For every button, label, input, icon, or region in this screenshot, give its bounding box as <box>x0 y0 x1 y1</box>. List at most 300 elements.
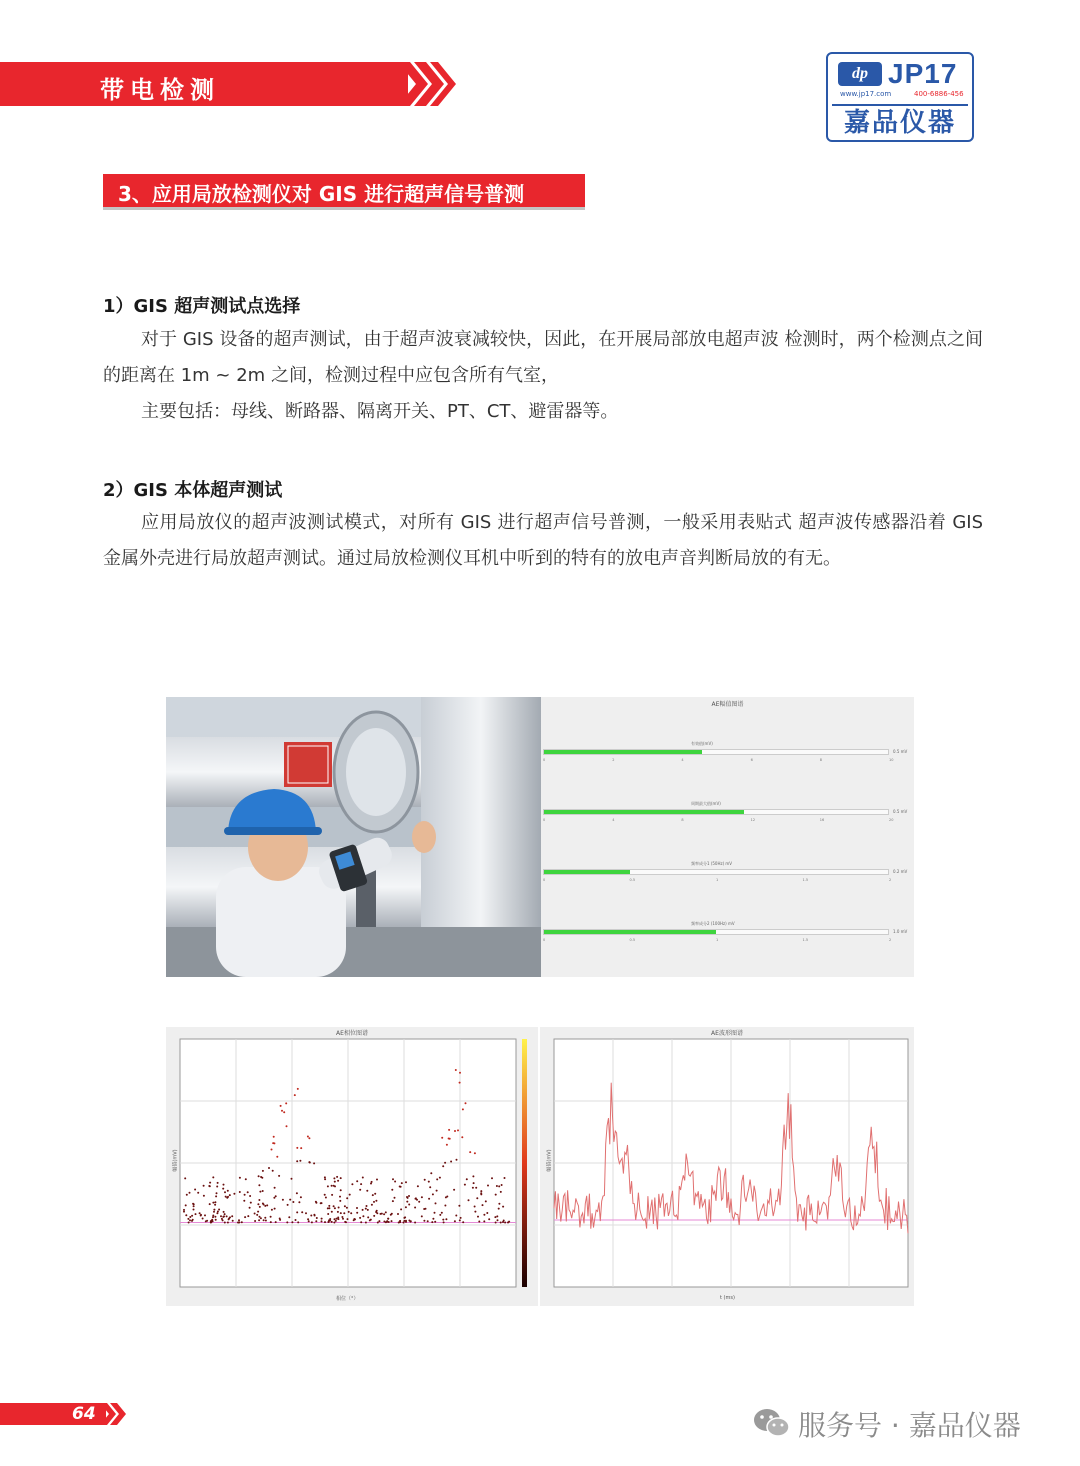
scatter-point <box>186 1194 188 1196</box>
scatter-point <box>346 1207 348 1209</box>
scatter-point <box>482 1204 484 1206</box>
scatter-point <box>250 1202 252 1204</box>
scatter-point <box>494 1216 496 1218</box>
company-logo <box>826 52 974 142</box>
scatter-point <box>254 1213 256 1215</box>
scatter-point <box>498 1185 500 1187</box>
amplitude-bar-label: 频率成分2 (100Hz) mV <box>691 921 735 926</box>
scatter-point <box>445 1218 447 1220</box>
scatter-point <box>349 1194 351 1196</box>
scatter-point <box>392 1200 394 1202</box>
scatter-point <box>203 1185 205 1187</box>
scatter-point <box>305 1212 307 1214</box>
scatter-point <box>404 1216 406 1218</box>
scatter-point <box>454 1220 456 1222</box>
scatter-point <box>187 1218 189 1220</box>
scatter-point <box>421 1215 423 1217</box>
scatter-point <box>274 1208 276 1210</box>
logo-name-cn: 嘉品仪器 <box>832 104 968 138</box>
scatter-point <box>295 1219 297 1221</box>
scatter-point <box>356 1180 358 1182</box>
scatter-point <box>280 1105 282 1107</box>
scatter-point <box>429 1186 431 1188</box>
scatter-point <box>285 1102 287 1104</box>
page-chevrons-icon <box>100 1403 134 1425</box>
scatter-point <box>425 1208 427 1210</box>
scatter-point <box>224 1191 226 1193</box>
scatter-point <box>403 1222 405 1224</box>
scatter-point <box>185 1214 187 1216</box>
scatter-point <box>257 1203 259 1205</box>
scatter-point <box>428 1198 430 1200</box>
scatter-point <box>488 1218 490 1220</box>
scatter-point <box>333 1222 335 1224</box>
scatter-point <box>324 1178 326 1180</box>
wechat-icon <box>752 1406 792 1440</box>
scatter-point <box>346 1197 348 1199</box>
scatter-point <box>238 1219 240 1221</box>
scatter-point <box>324 1194 326 1196</box>
scatter-point <box>495 1194 497 1196</box>
scatter-point <box>465 1102 467 1104</box>
scatter-point <box>260 1217 262 1219</box>
scatter-point <box>216 1212 218 1214</box>
scatter-point <box>496 1185 498 1187</box>
scatter-point <box>416 1199 418 1201</box>
scatter-point <box>353 1219 355 1221</box>
scatter-point <box>222 1219 224 1221</box>
scatter-point <box>331 1194 333 1196</box>
scatter-point <box>264 1205 266 1207</box>
page-number: 64 <box>72 1404 96 1424</box>
scatter-point <box>377 1222 379 1224</box>
scatter-point <box>247 1191 249 1193</box>
ae-phase-chart <box>166 1027 538 1306</box>
scatter-point <box>212 1220 214 1222</box>
scatter-point <box>262 1203 264 1205</box>
amplitude-bar-tick: 16 <box>819 818 825 822</box>
amplitude-bar-fill <box>544 750 702 754</box>
scatter-point <box>224 1213 226 1215</box>
scatter-point <box>497 1219 499 1221</box>
scatter-point <box>209 1203 211 1205</box>
amplitude-bar-fill <box>544 930 716 934</box>
scatter-point <box>478 1221 480 1223</box>
amplitude-bar-tick: 0 <box>543 818 546 822</box>
scatter-point <box>324 1176 326 1178</box>
scatter-point <box>405 1181 407 1183</box>
scatter-point <box>344 1221 346 1223</box>
scatter-point <box>339 1196 341 1198</box>
amplitude-bar-tick: 0 <box>543 758 546 762</box>
scatter-point <box>225 1196 227 1198</box>
scatter-point <box>435 1202 437 1204</box>
scatter-point <box>331 1211 333 1213</box>
scatter-point <box>348 1211 350 1213</box>
scatter-point <box>275 1221 277 1223</box>
scatter-point <box>394 1181 396 1183</box>
scatter-point <box>270 1221 272 1223</box>
scatter-point <box>439 1177 441 1179</box>
scatter-point <box>227 1190 229 1192</box>
scatter-point <box>203 1195 205 1197</box>
scatter-point <box>265 1220 267 1222</box>
scatter-point <box>448 1129 450 1131</box>
scatter-title: AE相位图谱 <box>336 1030 368 1037</box>
scatter-point <box>477 1216 479 1218</box>
scatter-ylabel: 幅值(mV) <box>172 1149 179 1172</box>
scatter-point <box>462 1221 464 1223</box>
amplitude-bar-tick: 10 <box>889 758 894 762</box>
scatter-point <box>373 1215 375 1217</box>
scatter-point <box>233 1193 235 1195</box>
scatter-point <box>307 1218 309 1220</box>
scatter-point <box>434 1212 436 1214</box>
scatter-point <box>394 1197 396 1199</box>
amplitude-bar-tick: 1.5 <box>802 878 809 882</box>
scatter-point <box>480 1190 482 1192</box>
scatter-point <box>308 1161 310 1163</box>
header-chevrons-icon <box>398 62 458 106</box>
scatter-point <box>444 1205 446 1207</box>
amplitude-bar-row <box>541 921 914 947</box>
scatter-point <box>262 1170 264 1172</box>
amplitude-bar-tick: 0.5 <box>629 938 636 942</box>
scatter-point <box>485 1200 487 1202</box>
scatter-point <box>300 1147 302 1149</box>
scatter-point <box>397 1213 399 1215</box>
amplitude-bar-unit: 0.5 mV <box>893 809 908 814</box>
scatter-point <box>324 1221 326 1223</box>
scatter-point <box>258 1219 260 1221</box>
scatter-point <box>268 1167 270 1169</box>
scatter-point <box>192 1203 194 1205</box>
scatter-point <box>459 1072 461 1074</box>
amplitude-bar-unit: 1.0 mV <box>893 929 908 934</box>
scatter-point <box>239 1177 241 1179</box>
scatter-point <box>222 1188 224 1190</box>
scatter-point <box>498 1208 500 1210</box>
scatter-point <box>439 1214 441 1216</box>
scatter-point <box>475 1187 477 1189</box>
scatter-point <box>273 1197 275 1199</box>
scatter-point <box>359 1189 361 1191</box>
scatter-point <box>496 1215 498 1217</box>
scatter-point <box>254 1220 256 1222</box>
scatter-point <box>362 1209 364 1211</box>
scatter-point <box>367 1216 369 1218</box>
scatter-point <box>469 1151 471 1153</box>
scatter-point <box>458 1205 460 1207</box>
scatter-point <box>232 1220 234 1222</box>
paragraph-test-point: 对于 GIS 设备的超声测试，由于超声波衰减较快，因此，在开展局部放电超声波 检测时，两个检测点之间的距离在 1m ~ 2m 之间，检测过程中应包含所有气室， <box>103 329 983 386</box>
scatter-point <box>217 1211 219 1213</box>
scatter-point <box>191 1215 193 1217</box>
scatter-point <box>367 1209 369 1211</box>
scatter-point <box>315 1220 317 1222</box>
scatter-point <box>273 1136 275 1138</box>
scatter-point <box>399 1221 401 1223</box>
scatter-point <box>333 1177 335 1179</box>
scatter-point <box>337 1217 339 1219</box>
scatter-point <box>272 1170 274 1172</box>
scatter-point <box>259 1206 261 1208</box>
scatter-point <box>283 1111 285 1113</box>
scatter-point <box>373 1201 375 1203</box>
scatter-point <box>188 1222 190 1224</box>
amplitude-bar-tick: 0 <box>543 938 546 942</box>
scatter-point <box>408 1195 410 1197</box>
scatter-point <box>249 1195 251 1197</box>
section-title: 3、应用局放检测仪对 GIS 进行超声信号普测 <box>118 182 525 206</box>
scatter-point <box>223 1184 225 1186</box>
scatter-point <box>459 1082 461 1084</box>
scatter-point <box>216 1186 218 1188</box>
scatter-point <box>480 1192 482 1194</box>
scatter-point <box>334 1181 336 1183</box>
scatter-point <box>238 1222 240 1224</box>
scatter-point <box>313 1162 315 1164</box>
scatter-point <box>503 1220 505 1222</box>
scatter-point <box>337 1180 339 1182</box>
scatter-point <box>258 1184 260 1186</box>
scatter-point <box>215 1219 217 1221</box>
scatter-point <box>226 1197 228 1199</box>
scatter-point <box>387 1218 389 1220</box>
scatter-point <box>466 1178 468 1180</box>
scatter-point <box>495 1222 497 1224</box>
ae-waveform-chart <box>540 1027 914 1306</box>
scatter-point <box>245 1178 247 1180</box>
scatter-point <box>257 1211 259 1213</box>
scatter-point <box>316 1217 318 1219</box>
scatter-point <box>446 1144 448 1146</box>
scatter-point <box>321 1218 323 1220</box>
amplitude-bar-unit: 0.2 mV <box>893 869 908 874</box>
amplitude-bar-tick: 8 <box>681 818 684 822</box>
scatter-point <box>400 1208 402 1210</box>
scatter-point <box>362 1215 364 1217</box>
scatter-point <box>371 1181 373 1183</box>
scatter-point <box>405 1221 407 1223</box>
scatter-point <box>347 1218 349 1220</box>
scatter-point <box>264 1217 266 1219</box>
scatter-point <box>462 1108 464 1110</box>
scatter-point <box>276 1156 278 1158</box>
scatter-point <box>301 1211 303 1213</box>
field-test-photo <box>166 697 541 977</box>
scatter-point <box>448 1138 450 1140</box>
scatter-point <box>217 1182 219 1184</box>
scatter-point <box>311 1221 313 1223</box>
scatter-point <box>286 1125 288 1127</box>
scatter-point <box>362 1177 364 1179</box>
amplitude-bar-label: 有效值(mV) <box>691 741 713 746</box>
scatter-point <box>272 1142 274 1144</box>
scatter-point <box>374 1193 376 1195</box>
scatter-point <box>193 1205 195 1207</box>
scatter-point <box>270 1216 272 1218</box>
scatter-point <box>423 1220 425 1222</box>
amplitude-bar-tick: 0 <box>543 878 546 882</box>
scatter-point <box>228 1218 230 1220</box>
scatter-point <box>500 1222 502 1224</box>
scatter-point <box>456 1159 458 1161</box>
amplitude-bar-fill <box>544 810 744 814</box>
scatter-point <box>417 1185 419 1187</box>
scatter-point <box>500 1191 502 1193</box>
header-title: 带电检测 <box>100 76 220 104</box>
scatter-point <box>287 1204 289 1206</box>
scatter-point <box>476 1197 478 1199</box>
scatter-point <box>441 1212 443 1214</box>
amplitude-bar-tick: 1.5 <box>802 938 809 942</box>
scatter-point <box>442 1165 444 1167</box>
scatter-point <box>274 1187 276 1189</box>
scatter-point <box>333 1205 335 1207</box>
scatter-point <box>464 1184 466 1186</box>
scatter-point <box>459 1219 461 1221</box>
scatter-point <box>208 1185 210 1187</box>
scatter-point <box>460 1217 462 1219</box>
scatter-point <box>327 1207 329 1209</box>
scatter-point <box>214 1201 216 1203</box>
scatter-point <box>431 1221 433 1223</box>
scatter-point <box>418 1201 420 1203</box>
scatter-point <box>410 1221 412 1223</box>
scatter-point <box>197 1192 199 1194</box>
scatter-point <box>507 1222 509 1224</box>
scatter-point <box>428 1181 430 1183</box>
scatter-point <box>441 1137 443 1139</box>
scatter-point <box>215 1195 217 1197</box>
scatter-point <box>430 1172 432 1174</box>
scatter-point <box>405 1206 407 1208</box>
scatter-point <box>331 1185 333 1187</box>
scatter-point <box>328 1205 330 1207</box>
scatter-point <box>336 1176 338 1178</box>
scatter-point <box>184 1177 186 1179</box>
scatter-point <box>223 1211 225 1213</box>
scatter-point <box>340 1212 342 1214</box>
scatter-point <box>204 1214 206 1216</box>
scatter-point <box>442 1219 444 1221</box>
amplitude-bar-tick: 2 <box>612 758 615 762</box>
scatter-point <box>445 1196 447 1198</box>
scatter-point <box>498 1203 500 1205</box>
scatter-point <box>262 1190 264 1192</box>
scatter-point <box>213 1211 215 1213</box>
scatter-point <box>443 1221 445 1223</box>
scatter-point <box>336 1218 338 1220</box>
amplitude-bar-tick: 8 <box>819 758 823 762</box>
scatter-point <box>391 1220 393 1222</box>
bars-title: AE幅值图谱 <box>711 701 744 708</box>
scatter-point <box>212 1176 214 1178</box>
scatter-point <box>307 1136 309 1138</box>
scatter-point <box>278 1175 280 1177</box>
scatter-point <box>189 1216 191 1218</box>
scatter-point <box>239 1191 241 1193</box>
logo-phone: 400-6886-456 <box>914 90 964 98</box>
scatter-point <box>378 1220 380 1222</box>
subheading-body-test: 2）GIS 本体超声测试 <box>103 480 283 501</box>
scatter-point <box>286 1221 288 1223</box>
scatter-point <box>408 1204 410 1206</box>
scatter-point <box>320 1202 322 1204</box>
scatter-point <box>296 1160 298 1162</box>
scatter-point <box>473 1182 475 1184</box>
scatter-point <box>291 1221 293 1223</box>
amplitude-bar-unit: 0.5 mV <box>893 749 908 754</box>
wave-ylabel: 幅值(mV) <box>546 1149 553 1172</box>
scatter-point <box>383 1213 385 1215</box>
scatter-xlabel: 相位（°） <box>336 1296 359 1302</box>
scatter-point <box>406 1201 408 1203</box>
scatter-point <box>258 1175 260 1177</box>
scatter-point <box>474 1211 476 1213</box>
amplitude-bar-tick: 1 <box>716 938 719 942</box>
scatter-point <box>243 1200 245 1202</box>
scatter-point <box>212 1215 214 1217</box>
scatter-point <box>340 1189 342 1191</box>
amplitude-bar-tick: 20 <box>889 818 894 822</box>
scatter-point <box>247 1215 249 1217</box>
scatter-point <box>258 1199 260 1201</box>
scatter-point <box>260 1176 262 1178</box>
scatter-point <box>504 1177 506 1179</box>
scatter-point <box>366 1205 368 1207</box>
ae-amplitude-chart <box>541 697 914 977</box>
scatter-point <box>380 1213 382 1215</box>
scatter-point <box>491 1177 493 1179</box>
scatter-point <box>414 1207 416 1209</box>
scatter-point <box>328 1219 330 1221</box>
scatter-point <box>334 1218 336 1220</box>
scatter-point <box>205 1220 207 1222</box>
scatter-point <box>472 1187 474 1189</box>
scatter-point <box>281 1110 283 1112</box>
amplitude-bar-track <box>543 929 889 935</box>
scatter-point <box>227 1222 229 1224</box>
scatter-point <box>189 1219 191 1221</box>
scatter-point <box>483 1214 485 1216</box>
scatter-point <box>356 1207 358 1209</box>
scatter-point <box>249 1207 251 1209</box>
scatter-point <box>271 1149 273 1151</box>
scatter-point <box>275 1195 277 1197</box>
paragraph-body-test: 应用局放仪的超声波测试模式，对所有 GIS 进行超声信号普测，一般采用表贴式 超声波传感器沿着 GIS 金属外壳进行局放超声测试。通过局放检测仪耳机中听到的特有的放电声音判断局放的有无。 <box>103 512 983 569</box>
scatter-point <box>474 1206 476 1208</box>
logo-brand: JP17 <box>888 58 958 89</box>
scatter-point <box>375 1200 377 1202</box>
scatter-point <box>372 1194 374 1196</box>
scatter-point <box>226 1215 228 1217</box>
amplitude-bar-track <box>543 809 889 815</box>
scatter-point <box>282 1199 284 1201</box>
scatter-point <box>391 1213 393 1215</box>
scatter-point <box>327 1185 329 1187</box>
amplitude-bar-fill <box>544 870 630 874</box>
scatter-point <box>472 1175 474 1177</box>
scatter-point <box>487 1185 489 1187</box>
scatter-point <box>183 1211 185 1213</box>
scatter-point <box>360 1221 362 1223</box>
scatter-point <box>344 1205 346 1207</box>
scatter-point <box>308 1137 310 1139</box>
scatter-colorbar <box>522 1039 527 1287</box>
scatter-point <box>314 1215 316 1217</box>
